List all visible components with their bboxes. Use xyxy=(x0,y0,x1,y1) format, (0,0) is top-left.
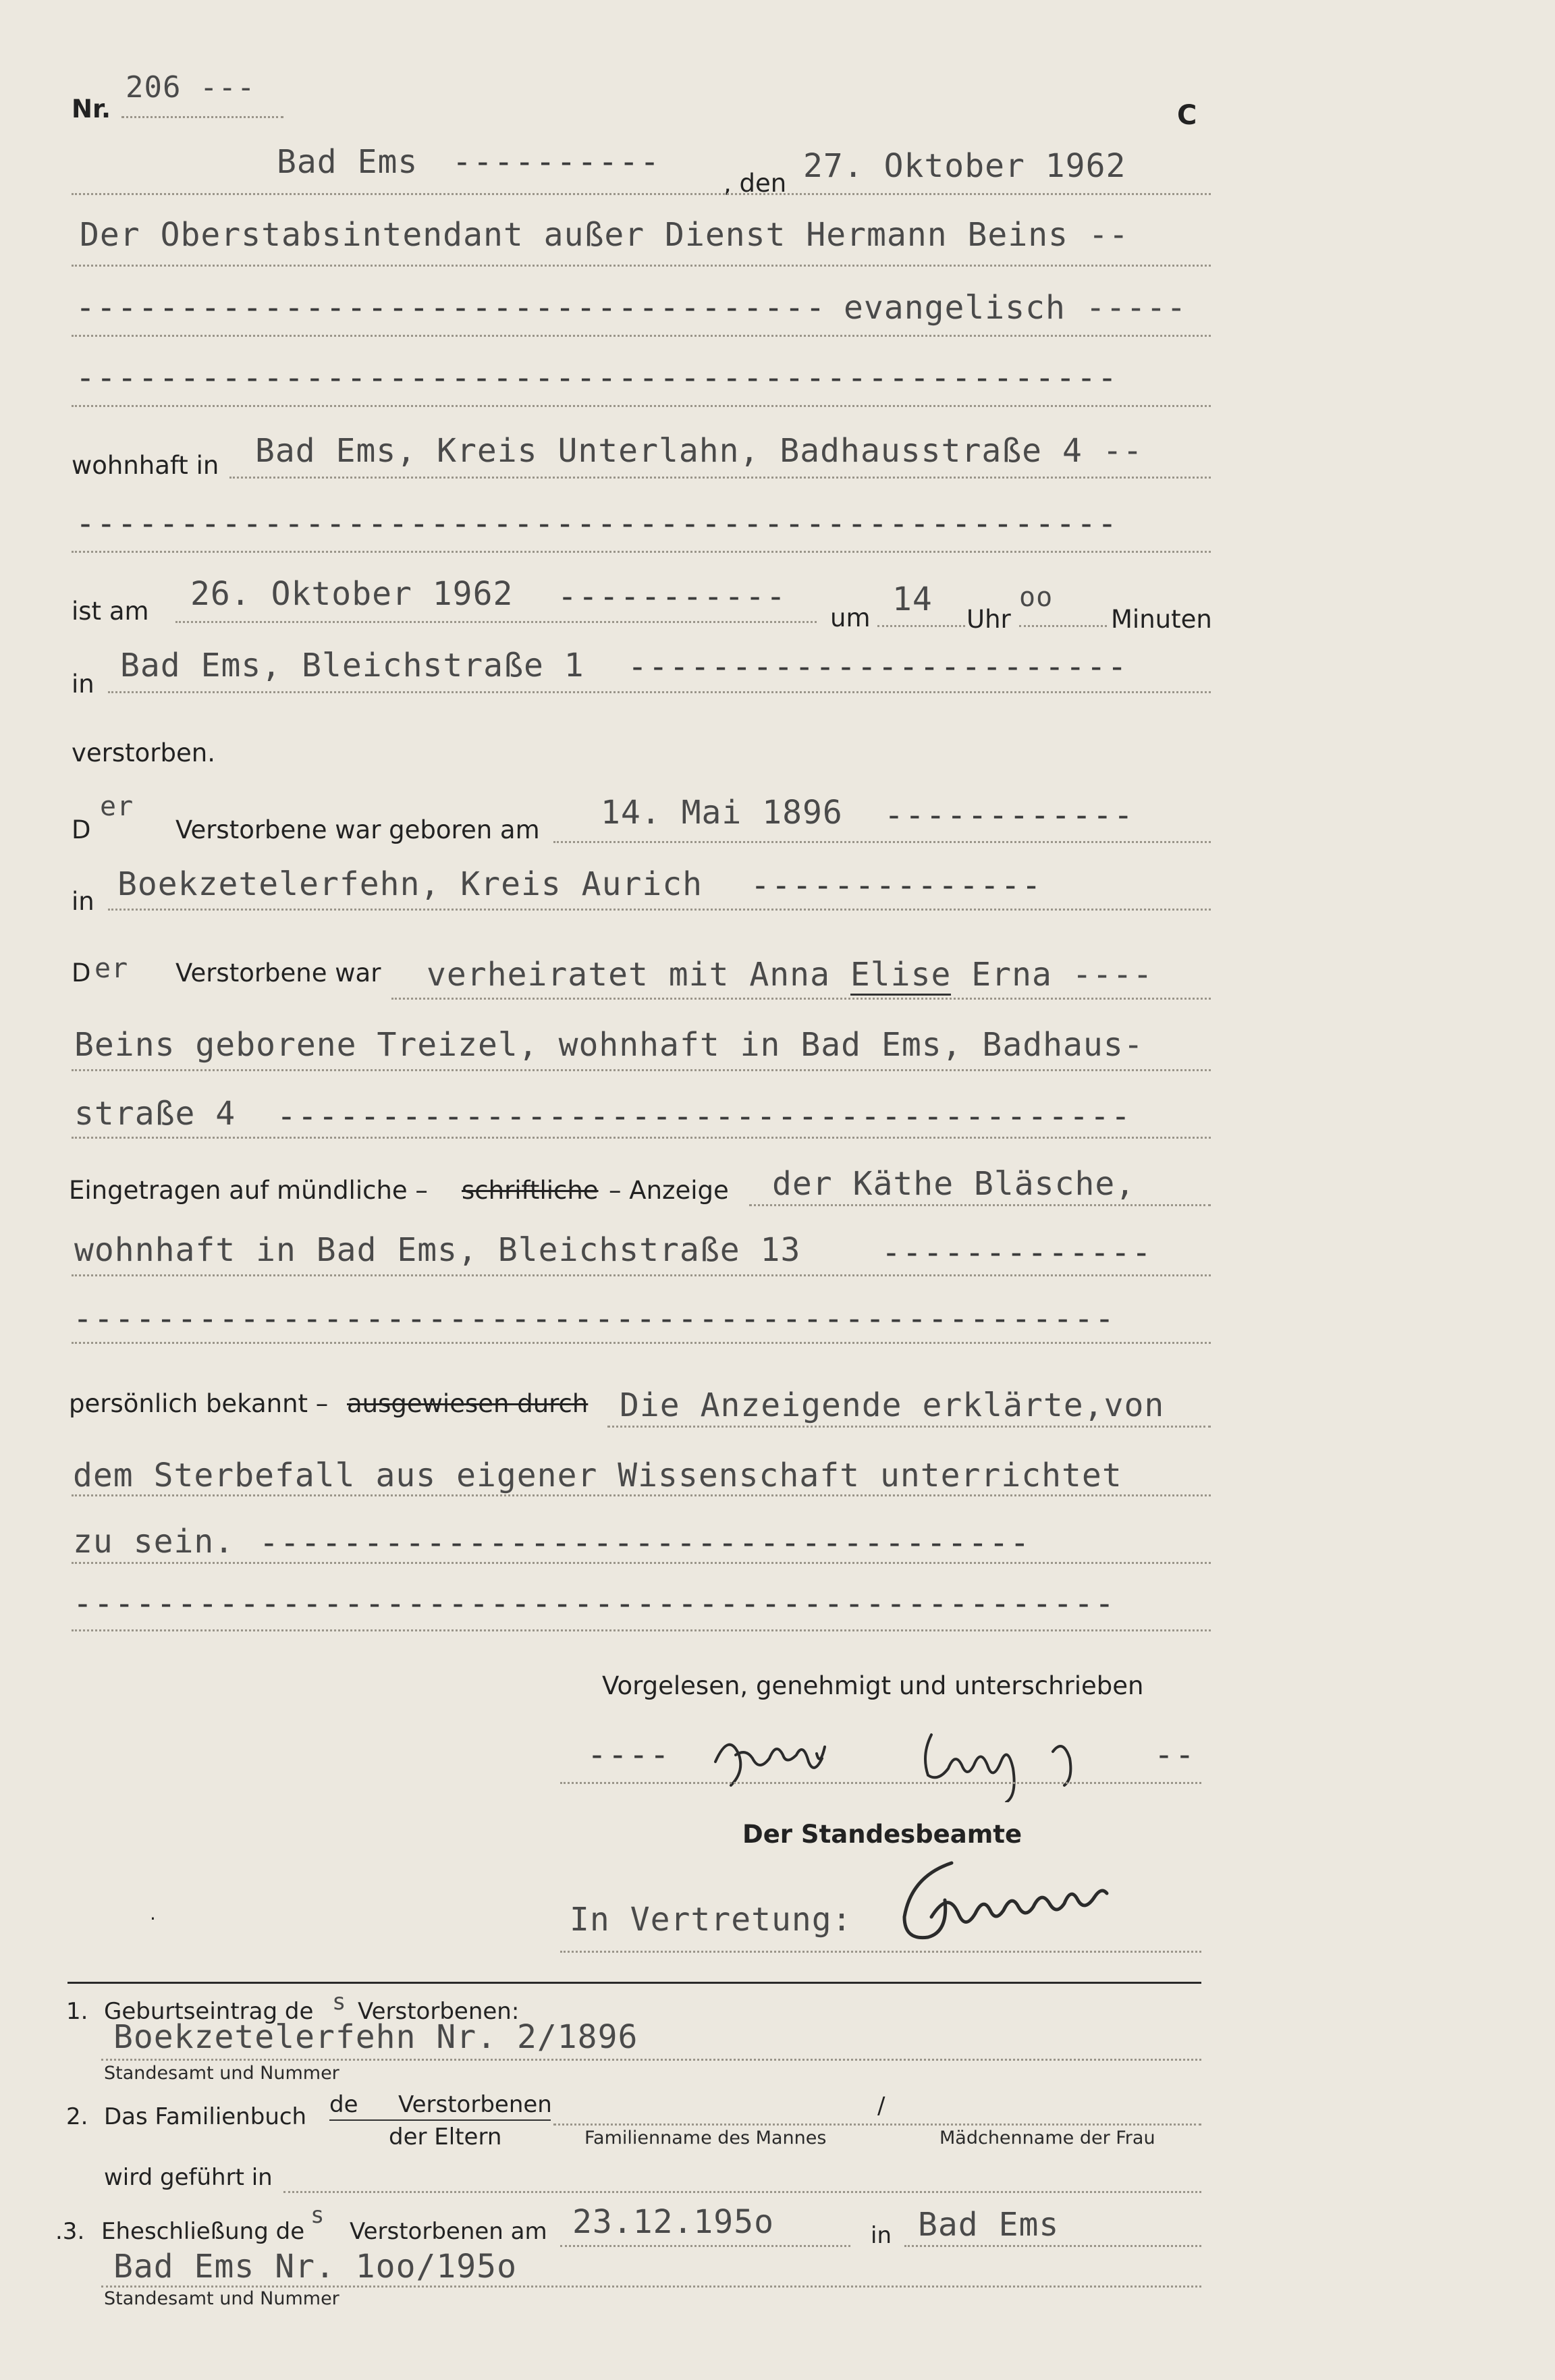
dotted-line xyxy=(904,2245,1201,2247)
geboren-label: Verstorbene war geboren am xyxy=(175,815,540,844)
dotted-line xyxy=(72,335,1211,337)
statement-line2: dem Sterbefall aus eigener Wissenschaft unterrichtet xyxy=(73,1457,1122,1494)
geburtseintrag-label2: Verstorbenen: xyxy=(358,1998,520,2025)
wird-gefuehrt-label: wird geführt in xyxy=(104,2164,273,2191)
dash-fill: ----------------------------------------- xyxy=(277,1098,1132,1135)
dotted-line xyxy=(72,1562,1211,1564)
death-minutes: oo xyxy=(1019,582,1054,613)
marriage-gender-suffix: er xyxy=(94,953,129,984)
dotted-line xyxy=(1019,625,1107,627)
register-letter: C xyxy=(1177,100,1197,131)
dotted-line xyxy=(553,2124,1201,2126)
um-label: um xyxy=(830,603,871,632)
den-label: , den xyxy=(724,169,787,198)
dotted-line xyxy=(101,2059,1201,2061)
marriage-line1-pre: verheiratet mit Anna xyxy=(427,956,850,994)
geburtseintrag-label: Geburtseintrag de xyxy=(104,1998,314,2025)
familienbuch-verstorbenen: Verstorbenen xyxy=(398,2091,552,2118)
verstorben-label: verstorben. xyxy=(72,738,215,767)
religion: evangelisch ----- xyxy=(844,289,1187,327)
eheschliessung-in: in xyxy=(871,2222,892,2249)
dotted-line xyxy=(108,691,1211,693)
dotted-line xyxy=(72,1069,1211,1071)
dotted-line xyxy=(101,2286,1201,2288)
anzeige-label: – Anzeige xyxy=(609,1176,729,1205)
footnote-3-number: .3. xyxy=(55,2218,85,2245)
eheschliessung-s: s xyxy=(310,2202,325,2229)
familienbuch-eltern: der Eltern xyxy=(389,2124,502,2151)
eheschliessung-date: 23.12.195o xyxy=(572,2203,774,2241)
in-label: in xyxy=(72,670,94,699)
vorgelesen-text: Vorgelesen, genehmigt und unterschrieben xyxy=(602,1671,1144,1700)
dotted-line xyxy=(229,477,1211,479)
footnote-2-number: 2. xyxy=(66,2103,88,2130)
eheschliessung-place: Bad Ems xyxy=(918,2206,1060,2244)
ist-am-label: ist am xyxy=(72,597,149,626)
birth-d-label: D xyxy=(72,815,91,844)
dotted-line xyxy=(553,841,1211,843)
dotted-line xyxy=(72,193,1211,195)
eheschliessung-register: Bad Ems Nr. 1oo/195o xyxy=(113,2248,517,2286)
dash-fill: ---------- xyxy=(452,143,661,181)
eheschliessung-label: Eheschließung de xyxy=(101,2218,305,2245)
schriftliche-label: schriftliche xyxy=(462,1176,599,1205)
dotted-line xyxy=(72,405,1211,407)
fraction-line xyxy=(329,2119,551,2121)
footer-separator xyxy=(67,1982,1201,1984)
dash-fill: -------------------------------------------------- xyxy=(73,1300,1116,1338)
dash-fill: -------------- xyxy=(751,867,1043,904)
dotted-line xyxy=(72,265,1211,267)
dotted-line xyxy=(175,621,817,623)
dotted-line xyxy=(72,1342,1211,1344)
marriage-middle-name: Elise xyxy=(850,956,952,996)
geburtseintrag-s: s xyxy=(332,1989,347,2016)
dotted-line xyxy=(560,1951,1201,1953)
nr-dotted-line xyxy=(121,116,283,118)
dotted-line xyxy=(72,1137,1211,1139)
in-label: in xyxy=(72,887,94,916)
wohnhaft-label: wohnhaft in xyxy=(72,451,219,480)
death-hour: 14 xyxy=(892,580,933,618)
informant-line1: der Käthe Bläsche, xyxy=(772,1165,1136,1203)
dash-fill: ---- xyxy=(587,1736,671,1774)
eheschliessung-label2: Verstorbenen am xyxy=(350,2218,547,2245)
death-date: 26. Oktober 1962 xyxy=(190,575,514,613)
vertretung-label: In Vertretung: xyxy=(570,1901,852,1939)
registration-date: 27. Oktober 1962 xyxy=(803,147,1126,185)
standesamt-nummer-label-2: Standesamt und Nummer xyxy=(104,2288,339,2309)
dotted-line xyxy=(72,1494,1211,1496)
geburtseintrag-value: Boekzetelerfehn Nr. 2/1896 xyxy=(113,2018,638,2056)
statement-line1: Die Anzeigende erklärte,von xyxy=(620,1386,1165,1424)
dash-fill: ------------------------------------- xyxy=(259,1524,1031,1562)
dotted-line xyxy=(391,998,1211,1000)
dotted-line xyxy=(108,909,1211,911)
dotted-line xyxy=(72,1274,1211,1276)
dotted-line xyxy=(749,1204,1211,1206)
birth-place: Boekzetelerfehn, Kreis Aurich xyxy=(117,865,703,903)
nr-label: Nr. xyxy=(72,94,111,124)
dash-fill: ------------------------ xyxy=(628,648,1128,686)
dotted-line xyxy=(72,1629,1211,1631)
dash-fill: -- xyxy=(1154,1736,1196,1774)
dash-fill: -------------------------------------------------- xyxy=(73,1585,1116,1623)
deceased-name-line: Der Oberstabsintendant außer Dienst Hermann Beins -- xyxy=(80,216,1129,254)
marriage-line3: straße 4 xyxy=(74,1095,236,1133)
eingetragen-label: Eingetragen auf mündliche – xyxy=(69,1176,428,1205)
marriage-d-label: D xyxy=(72,958,91,988)
dash-fill: -------------------------------------------------- xyxy=(76,505,1118,543)
standesamt-nummer-label: Standesamt und Nummer xyxy=(104,2063,339,2084)
informant-line2: wohnhaft in Bad Ems, Bleichstraße 13 xyxy=(74,1231,801,1269)
dotted-line xyxy=(560,1782,1201,1784)
marriage-line1 xyxy=(427,956,1153,994)
residence-value: Bad Ems, Kreis Unterlahn, Badhausstraße 4 -- xyxy=(255,432,1143,470)
familienbuch-label: Das Familienbuch xyxy=(104,2103,307,2130)
maedchenname-label: Mädchenname der Frau xyxy=(939,2128,1155,2148)
registrar-signature xyxy=(891,1849,1174,1951)
familienname-label: Familienname des Mannes xyxy=(584,2128,827,2148)
statement-line3: zu sein. xyxy=(73,1523,235,1561)
marriage-line2: Beins geborene Treizel, wohnhaft in Bad Ems, Badhaus- xyxy=(74,1026,1144,1064)
bekannt-label: persönlich bekannt – xyxy=(69,1389,329,1418)
dotted-line xyxy=(560,2245,850,2247)
dotted-line xyxy=(607,1426,1211,1428)
familienbuch-de: de xyxy=(329,2091,358,2118)
birth-date: 14. Mai 1896 xyxy=(601,794,843,832)
footnote-1-number: 1. xyxy=(66,1998,88,2025)
dotted-line xyxy=(283,2191,1201,2193)
dash-fill: ------------- xyxy=(881,1234,1153,1272)
dash-fill: ------------ xyxy=(884,796,1135,834)
standesbeamte-label: Der Standesbeamte xyxy=(742,1820,1022,1849)
dotted-line xyxy=(72,551,1211,553)
dot-mark: . xyxy=(150,1902,156,1924)
name-separator: / xyxy=(877,2092,885,2119)
minuten-label: Minuten xyxy=(1111,605,1212,634)
dotted-line xyxy=(877,625,965,627)
verstorbene-war-label: Verstorbene war xyxy=(175,958,381,988)
registration-place: Bad Ems xyxy=(277,143,418,181)
informant-signature xyxy=(702,1714,1174,1802)
ausgewiesen-label: ausgewiesen durch xyxy=(347,1389,589,1418)
dash-fill: -------------------------------------------------- xyxy=(76,359,1118,397)
marriage-line1-post: Erna ---- xyxy=(951,956,1153,994)
dash-fill: ------------------------------------ xyxy=(76,289,827,327)
uhr-label: Uhr xyxy=(966,605,1011,634)
birth-gender-suffix: er xyxy=(100,791,134,822)
death-place: Bad Ems, Bleichstraße 1 xyxy=(120,647,584,684)
dash-fill: ----------- xyxy=(557,578,787,616)
nr-value: 206 --- xyxy=(126,70,256,105)
